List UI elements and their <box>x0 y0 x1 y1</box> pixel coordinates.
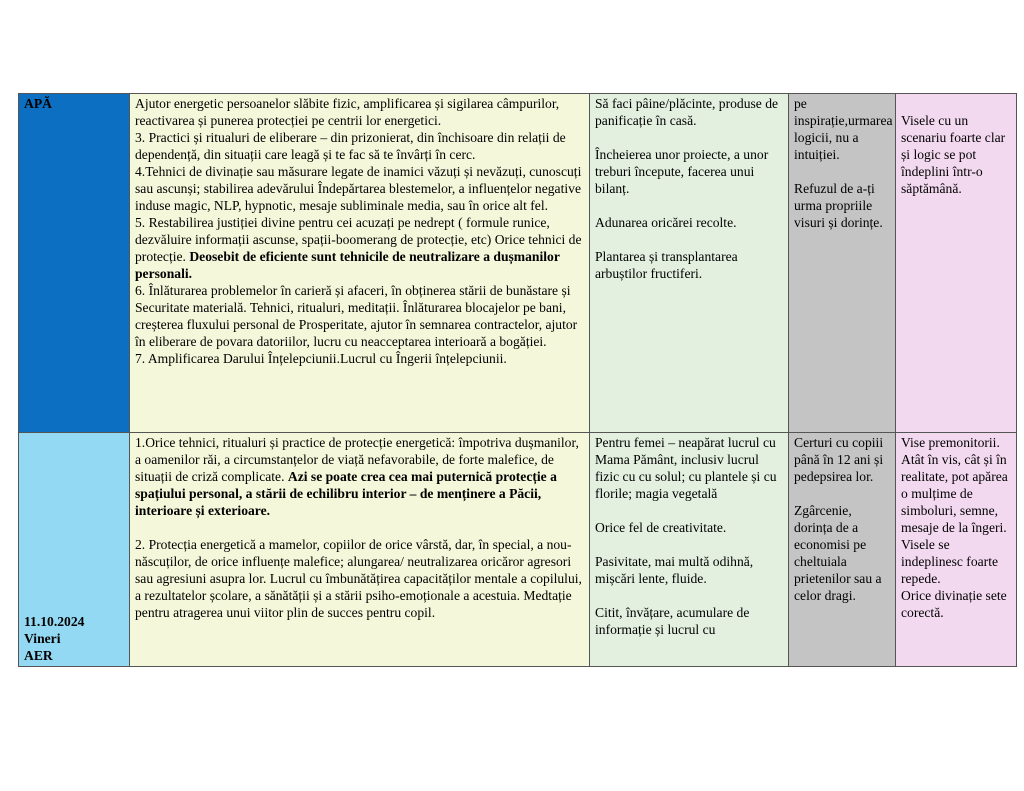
practice-item <box>135 214 584 282</box>
practice-item: 6. Înlăturarea problemelor în carieră și afaceri, în obținerea stării de bunăstare și Securitate materială. Tehnici, ritualuri, meditații. Înlăturarea blocajelor pe bani, creșterea fluxului personal de Prosperitate, ajutor în semnarea contractelor, ajutor în eliberare de povara datoriilor, lucru cu neacceptarea interioară a bogăției. <box>135 283 578 349</box>
day-label: Vineri <box>24 631 61 646</box>
practice-text: 5. Restabilirea justiției divine pentru cei acuzați pe nedrept ( formule runice, dezvăluire informații ascunse, spații-boomerang de protecție, etc) Orice tehnici de protecție. <box>135 215 582 264</box>
recommended-item: Plantarea și transplantarea arbuștilor fructiferi. <box>595 249 738 281</box>
element-cell-apa <box>19 94 130 433</box>
recommended-item: Încheierea unor proiecte, a unor treburi începute, facerea unui bilanț. <box>595 147 769 196</box>
recommended-item: Să faci pâine/plăcinte, produse de panificație în casă. <box>595 96 779 128</box>
practice-item: 4.Tehnici de divinație sau măsurare legate de inamici văzuți și nevăzuți, cunoscuți sau ascunși; stabilirea adevărului Îndepărtarea blestemelor, a influențelor negative induse magic, NLP, hypnotic, mesaje subliminale media, sau în orice alt fel. <box>135 164 582 213</box>
recommended-item: Adunarea oricărei recolte. <box>595 215 737 230</box>
recommended-item: Pentru femei – neapărat lucrul cu Mama Pământ, inclusiv lucrul fizic cu cu solul; cu plantele și cu florile; magia vegetală <box>595 435 777 501</box>
avoid-item: pe inspirație,urmarea logicii, nu a intuiției. <box>794 96 893 162</box>
calendar-table <box>18 93 1017 667</box>
element-label: APĂ <box>24 96 52 111</box>
practice-item: Ajutor energetic persoanelor slăbite fizic, amplificarea și sigilarea câmpurilor, reactivarea și punerea protecției pe centrii lor energetici. <box>135 96 560 128</box>
practices-cell <box>130 433 590 667</box>
dreams-item: Orice divinație sete corectă. <box>901 588 1007 620</box>
practice-item: 7. Amplificarea Darului Înțelepciunii.Lucrul cu Îngerii înțelepciunii. <box>135 351 507 366</box>
element-label: AER <box>24 648 53 663</box>
practice-emphasis: Deosebit de eficiente sunt tehnicile de neutralizare a dușmanilor personali. <box>135 249 560 281</box>
practices-cell <box>130 94 590 433</box>
table-row-apa <box>19 94 1017 433</box>
practice-item <box>135 434 584 519</box>
date-label: 11.10.2024 <box>24 614 85 629</box>
practice-item: 2. Protecția energetică a mamelor, copiilor de orice vârstă, dar, în special, a nou-născuților, de orice influențe malefice; alungarea/ neutralizarea oricăror agresori sau agresiuni asupra lor. Lucrul cu îmbunătățirea capacităților mentale a copilului, a rezultatelor școlare, a sănătății și a stării psiho-emoționale a acestuia. Medtație pentru atragerea unui viitor plin de succes pentru copil. <box>135 537 582 620</box>
table-row-aer <box>19 433 1017 667</box>
recommended-item: Orice fel de creativitate. <box>595 520 727 535</box>
dreams-cell <box>896 94 1017 433</box>
avoid-cell <box>789 94 896 433</box>
avoid-item: Certuri cu copiii până în 12 ani și pedepsirea lor. <box>794 435 884 484</box>
practice-item: 3. Practici și ritualuri de eliberare – din prizonierat, din închisoare din relații de dependență, din situații care leagă și te fac să te învârți în cerc. <box>135 130 566 162</box>
dreams-item: Visele cu un scenariu foarte clar și logic se pot îndeplini într-o săptămână. <box>901 113 1006 196</box>
avoid-item: Refuzul de a-ți urma propriile visuri și dorințe. <box>794 181 883 230</box>
dreams-item: Visele se indeplinesc foarte repede. <box>901 537 999 586</box>
avoid-cell <box>789 433 896 667</box>
avoid-item: Zgârcenie, dorința de a economisi pe cheltuiala prietenilor sau a celor dragi. <box>794 503 882 603</box>
practice-emphasis: Azi se poate crea cea mai puternică protecție a spațiului personal, a stării de echilibru interior – de menținere a Păcii, interioare și exterioare. <box>135 469 557 518</box>
recommended-item: Pasivitate, mai multă odihnă, mișcări lente, fluide. <box>595 554 754 586</box>
dreams-item: Vise premonitorii. <box>901 435 1000 450</box>
recommended-item: Citit, învățare, acumulare de informație și lucrul cu <box>595 605 750 637</box>
practice-text: 1.Orice tehnici, ritualuri și practice de protecție energetică: împotriva dușmanilor, a oamenilor răi, a circumstanțelor de viață nefavorabile, de forte malefice, de situații de criză complicate. <box>135 435 579 484</box>
dreams-item: Atât în vis, cât și în realitate, pot apărea o mulțime de simboluri, semne, mesaje de la îngeri. <box>901 452 1008 535</box>
dreams-cell <box>896 433 1017 667</box>
recommended-cell <box>590 433 789 667</box>
element-cell-aer <box>19 433 130 667</box>
recommended-cell <box>590 94 789 433</box>
